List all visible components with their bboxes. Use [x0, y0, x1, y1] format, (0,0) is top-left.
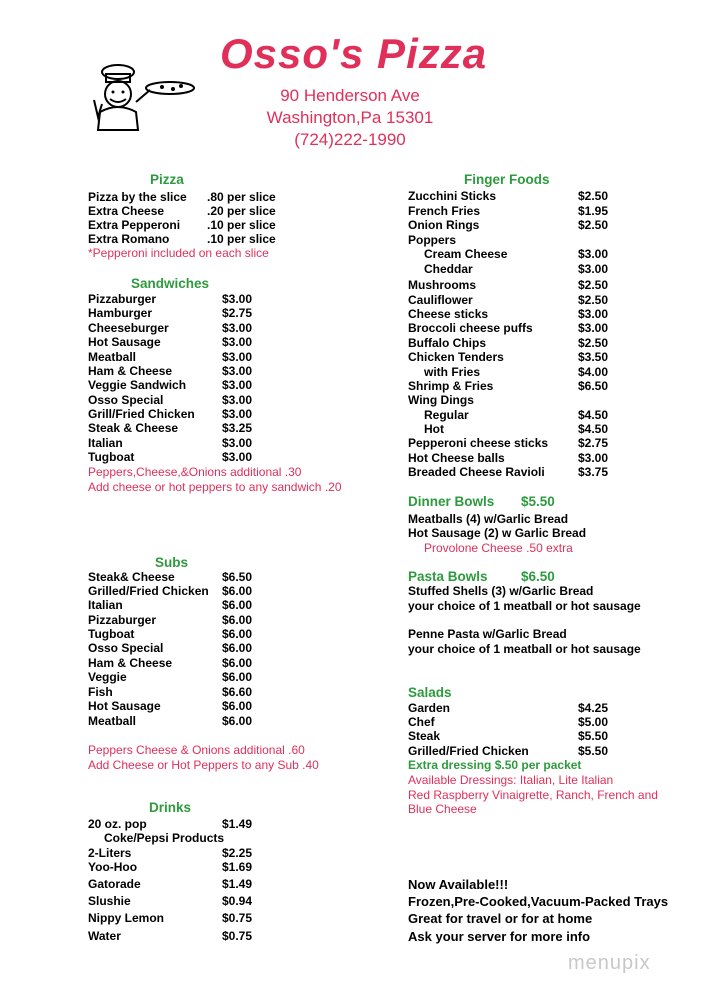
menu-item-price: $3.00	[578, 307, 609, 321]
menu-item-price: $2.75	[578, 436, 609, 450]
menu-item-name: Grilled/Fried Chicken	[88, 584, 209, 598]
menu-item-price: $4.00	[578, 365, 609, 379]
menu-item-name: Chef	[408, 715, 435, 729]
menu-item-price: $4.50	[578, 408, 609, 422]
menu-item-name: with Fries	[424, 365, 481, 379]
menu-item-name: Steak	[408, 729, 441, 743]
menu-item-name: French Fries	[408, 204, 481, 218]
menu-item-name: Yoo-Hoo	[88, 860, 138, 874]
menu-item-price: $6.00	[222, 627, 253, 641]
menu-item-name: Extra Cheese	[88, 204, 165, 218]
menu-item-name: Cheddar	[424, 262, 473, 276]
menu-item-name: Buffalo Chips	[408, 336, 486, 350]
menu-item-name: 2-Liters	[88, 846, 132, 860]
section-title-salads: Salads	[408, 685, 452, 700]
menu-item-price: $3.00	[222, 393, 253, 407]
menu-item-name: Cheese sticks	[408, 307, 489, 321]
menu-item-price: $5.50	[578, 744, 609, 758]
menu-item-name: Mushrooms	[408, 278, 477, 292]
section-title-sandwiches: Sandwiches	[131, 276, 210, 291]
menu-item-price: $3.00	[222, 321, 253, 335]
menu-item-name: Poppers	[408, 233, 457, 247]
menu-item-name: Ham & Cheese	[88, 656, 173, 670]
menu-item-name: Hot Cheese balls	[408, 451, 505, 465]
chef-pizza-icon	[88, 62, 198, 132]
menu-item-price: $6.00	[222, 598, 253, 612]
menu-item-name: Meatball	[88, 350, 137, 364]
menu-item-price: $6.00	[222, 613, 253, 627]
pasta-bowls-price: $6.50	[521, 569, 555, 584]
menu-item-name: Shrimp & Fries	[408, 379, 494, 393]
menu-item-price: $6.00	[222, 670, 253, 684]
menu-item-name: Hot	[424, 422, 444, 436]
promo-line: Frozen,Pre-Cooked,Vacuum-Packed Trays	[408, 894, 669, 909]
menu-item-price: $3.50	[578, 350, 609, 364]
salads-dressings: Red Raspberry Vinaigrette, Ranch, French and	[408, 788, 658, 802]
promo-line: Great for travel or for at home	[408, 911, 593, 926]
menu-item-price: $3.00	[222, 335, 253, 349]
menu-item-name: Grilled/Fried Chicken	[408, 744, 529, 758]
section-title-finger-foods: Finger Foods	[464, 172, 550, 187]
phone-number: (724)222-1990	[294, 130, 406, 149]
menu-item-name: Penne Pasta w/Garlic Bread	[408, 627, 567, 641]
menu-item-price: $1.95	[578, 204, 609, 218]
menu-item-price: $2.50	[578, 293, 609, 307]
menu-item-price: $2.75	[222, 306, 253, 320]
menu-item-price: $1.69	[222, 860, 253, 874]
menu-item-price: $2.50	[578, 218, 609, 232]
menu-item-price: $3.00	[222, 378, 253, 392]
menu-item-name: Steak & Cheese	[88, 421, 179, 435]
menu-item-name: Fish	[88, 685, 113, 699]
dinner-bowls-price: $5.50	[521, 494, 555, 509]
menu-item-price: $5.00	[578, 715, 609, 729]
menu-item-name: Broccoli cheese puffs	[408, 321, 533, 335]
menu-item-price: .20 per slice	[207, 204, 276, 218]
menu-item-price: $3.00	[222, 407, 253, 421]
menu-item-name: your choice of 1 meatball or hot sausage	[408, 599, 641, 613]
section-title-pizza: Pizza	[150, 172, 184, 187]
section-title-pasta-bowls: Pasta Bowls	[408, 569, 488, 584]
menu-item-price: $3.75	[578, 465, 609, 479]
menu-item-price: $0.75	[222, 911, 253, 925]
menu-item-name: Osso Special	[88, 641, 164, 655]
menu-item-name: Water	[88, 929, 121, 943]
menu-item-name: Cream Cheese	[424, 247, 508, 261]
menu-item-name: Pizza by the slice	[88, 190, 187, 204]
menu-item-name: Grill/Fried Chicken	[88, 407, 195, 421]
menu-item-price: $6.00	[222, 584, 253, 598]
menu-item-name: Breaded Cheese Ravioli	[408, 465, 545, 479]
menu-item-price: $3.00	[578, 321, 609, 335]
menu-item-price: $3.00	[222, 292, 253, 306]
menu-item-price: $3.00	[222, 350, 253, 364]
menu-item-name: Nippy Lemon	[88, 911, 165, 925]
watermark: menupix	[568, 952, 651, 974]
menu-item-name: Slushie	[88, 894, 131, 908]
menu-item-name: Hot Sausage (2) w Garlic Bread	[408, 526, 587, 540]
menu-item-name: Veggie	[88, 670, 127, 684]
menu-item-price: $0.75	[222, 929, 253, 943]
menu-item-price: $6.00	[222, 714, 253, 728]
promo-line: Now Available!!!	[408, 877, 509, 892]
menu-item-name: Onion Rings	[408, 218, 480, 232]
sandwich-note: Peppers,Cheese,&Onions additional .30	[88, 465, 302, 479]
menu-item-price: $2.50	[578, 189, 609, 203]
menu-item-name: Veggie Sandwich	[88, 378, 187, 392]
menu-item-name: Tugboat	[88, 450, 135, 464]
menu-item-price: $4.25	[578, 701, 609, 715]
menu-item-price: $6.00	[222, 656, 253, 670]
menu-item-price: $1.49	[222, 817, 253, 831]
menu-item-price: .10 per slice	[207, 232, 276, 246]
menu-item-name: Hamburger	[88, 306, 153, 320]
menu-item-name: Ham & Cheese	[88, 364, 173, 378]
menu-item-price: $0.94	[222, 894, 253, 908]
address-line-1: 90 Henderson Ave	[280, 86, 420, 105]
menu-item-price: $3.00	[578, 247, 609, 261]
section-title-subs: Subs	[155, 555, 189, 570]
menu-item-name: Garden	[408, 701, 451, 715]
menu-item-name: Coke/Pepsi Products	[104, 831, 225, 845]
dinner-bowls-note: Provolone Cheese .50 extra	[424, 541, 573, 555]
menu-item-name: Hot Sausage	[88, 699, 161, 713]
promo-line: Ask your server for more info	[408, 929, 591, 944]
menu-item-name: Meatballs (4) w/Garlic Bread	[408, 512, 569, 526]
menu-item-name: Osso Special	[88, 393, 164, 407]
salads-extra-dressing: Extra dressing $.50 per packet	[408, 758, 582, 772]
menu-item-name: Wing Dings	[408, 393, 474, 407]
menu-item-name: Pepperoni cheese sticks	[408, 436, 549, 450]
menu-item-price: $6.60	[222, 685, 253, 699]
menu-item-name: Regular	[424, 408, 469, 422]
menu-item-price: $6.50	[222, 570, 253, 584]
sandwich-note: Add cheese or hot peppers to any sandwich .20	[88, 480, 342, 494]
menu-item-name: Meatball	[88, 714, 137, 728]
menu-item-price: $5.50	[578, 729, 609, 743]
menu-item-name: your choice of 1 meatball or hot sausage	[408, 642, 641, 656]
salads-dressings: Available Dressings: Italian, Lite Italian	[408, 773, 614, 787]
menu-item-price: $4.50	[578, 422, 609, 436]
menu-item-name: Pizzaburger	[88, 292, 157, 306]
menu-item-name: Cauliflower	[408, 293, 473, 307]
menu-item-name: Extra Romano	[88, 232, 170, 246]
menu-item-name: Cheeseburger	[88, 321, 169, 335]
menu-item-name: Italian	[88, 436, 123, 450]
menu-item-price: $2.50	[578, 278, 609, 292]
subs-note: Peppers Cheese & Onions additional .60	[88, 743, 305, 757]
menu-item-price: .80 per slice	[207, 190, 276, 204]
menu-item-name: Hot Sausage	[88, 335, 161, 349]
menu-item-name: 20 oz. pop	[88, 817, 147, 831]
menu-item-name: Chicken Tenders	[408, 350, 504, 364]
pizza-note: *Pepperoni included on each slice	[88, 246, 269, 260]
menu-item-name: Stuffed Shells (3) w/Garlic Bread	[408, 584, 594, 598]
menu-item-name: Pizzaburger	[88, 613, 157, 627]
section-title-dinner-bowls: Dinner Bowls	[408, 494, 495, 509]
section-title-drinks: Drinks	[149, 800, 192, 815]
menu-item-price: $3.00	[578, 262, 609, 276]
menu-item-price: $3.25	[222, 421, 253, 435]
menu-item-price: $6.50	[578, 379, 609, 393]
menu-item-price: $3.00	[222, 364, 253, 378]
menu-item-name: Steak& Cheese	[88, 570, 175, 584]
salads-dressings: Blue Cheese	[408, 802, 477, 816]
menu-item-price: $3.00	[222, 450, 253, 464]
menu-item-name: Italian	[88, 598, 123, 612]
address-line-2: Washington,Pa 15301	[266, 108, 434, 127]
menu-item-price: $3.00	[578, 451, 609, 465]
menu-item-name: Tugboat	[88, 627, 135, 641]
menu-item-name: Gatorade	[88, 877, 141, 891]
menu-item-price: $1.49	[222, 877, 253, 891]
menu-item-price: $6.00	[222, 699, 253, 713]
page-title: Osso's Pizza	[220, 30, 488, 77]
menu-item-price: $3.00	[222, 436, 253, 450]
menu-item-price: $6.00	[222, 641, 253, 655]
subs-note: Add Cheese or Hot Peppers to any Sub .40	[88, 758, 319, 772]
menu-item-price: $2.50	[578, 336, 609, 350]
menu-item-price: $2.25	[222, 846, 253, 860]
menu-item-name: Extra Pepperoni	[88, 218, 181, 232]
menu-item-name: Zucchini Sticks	[408, 189, 497, 203]
menu-item-price: .10 per slice	[207, 218, 276, 232]
